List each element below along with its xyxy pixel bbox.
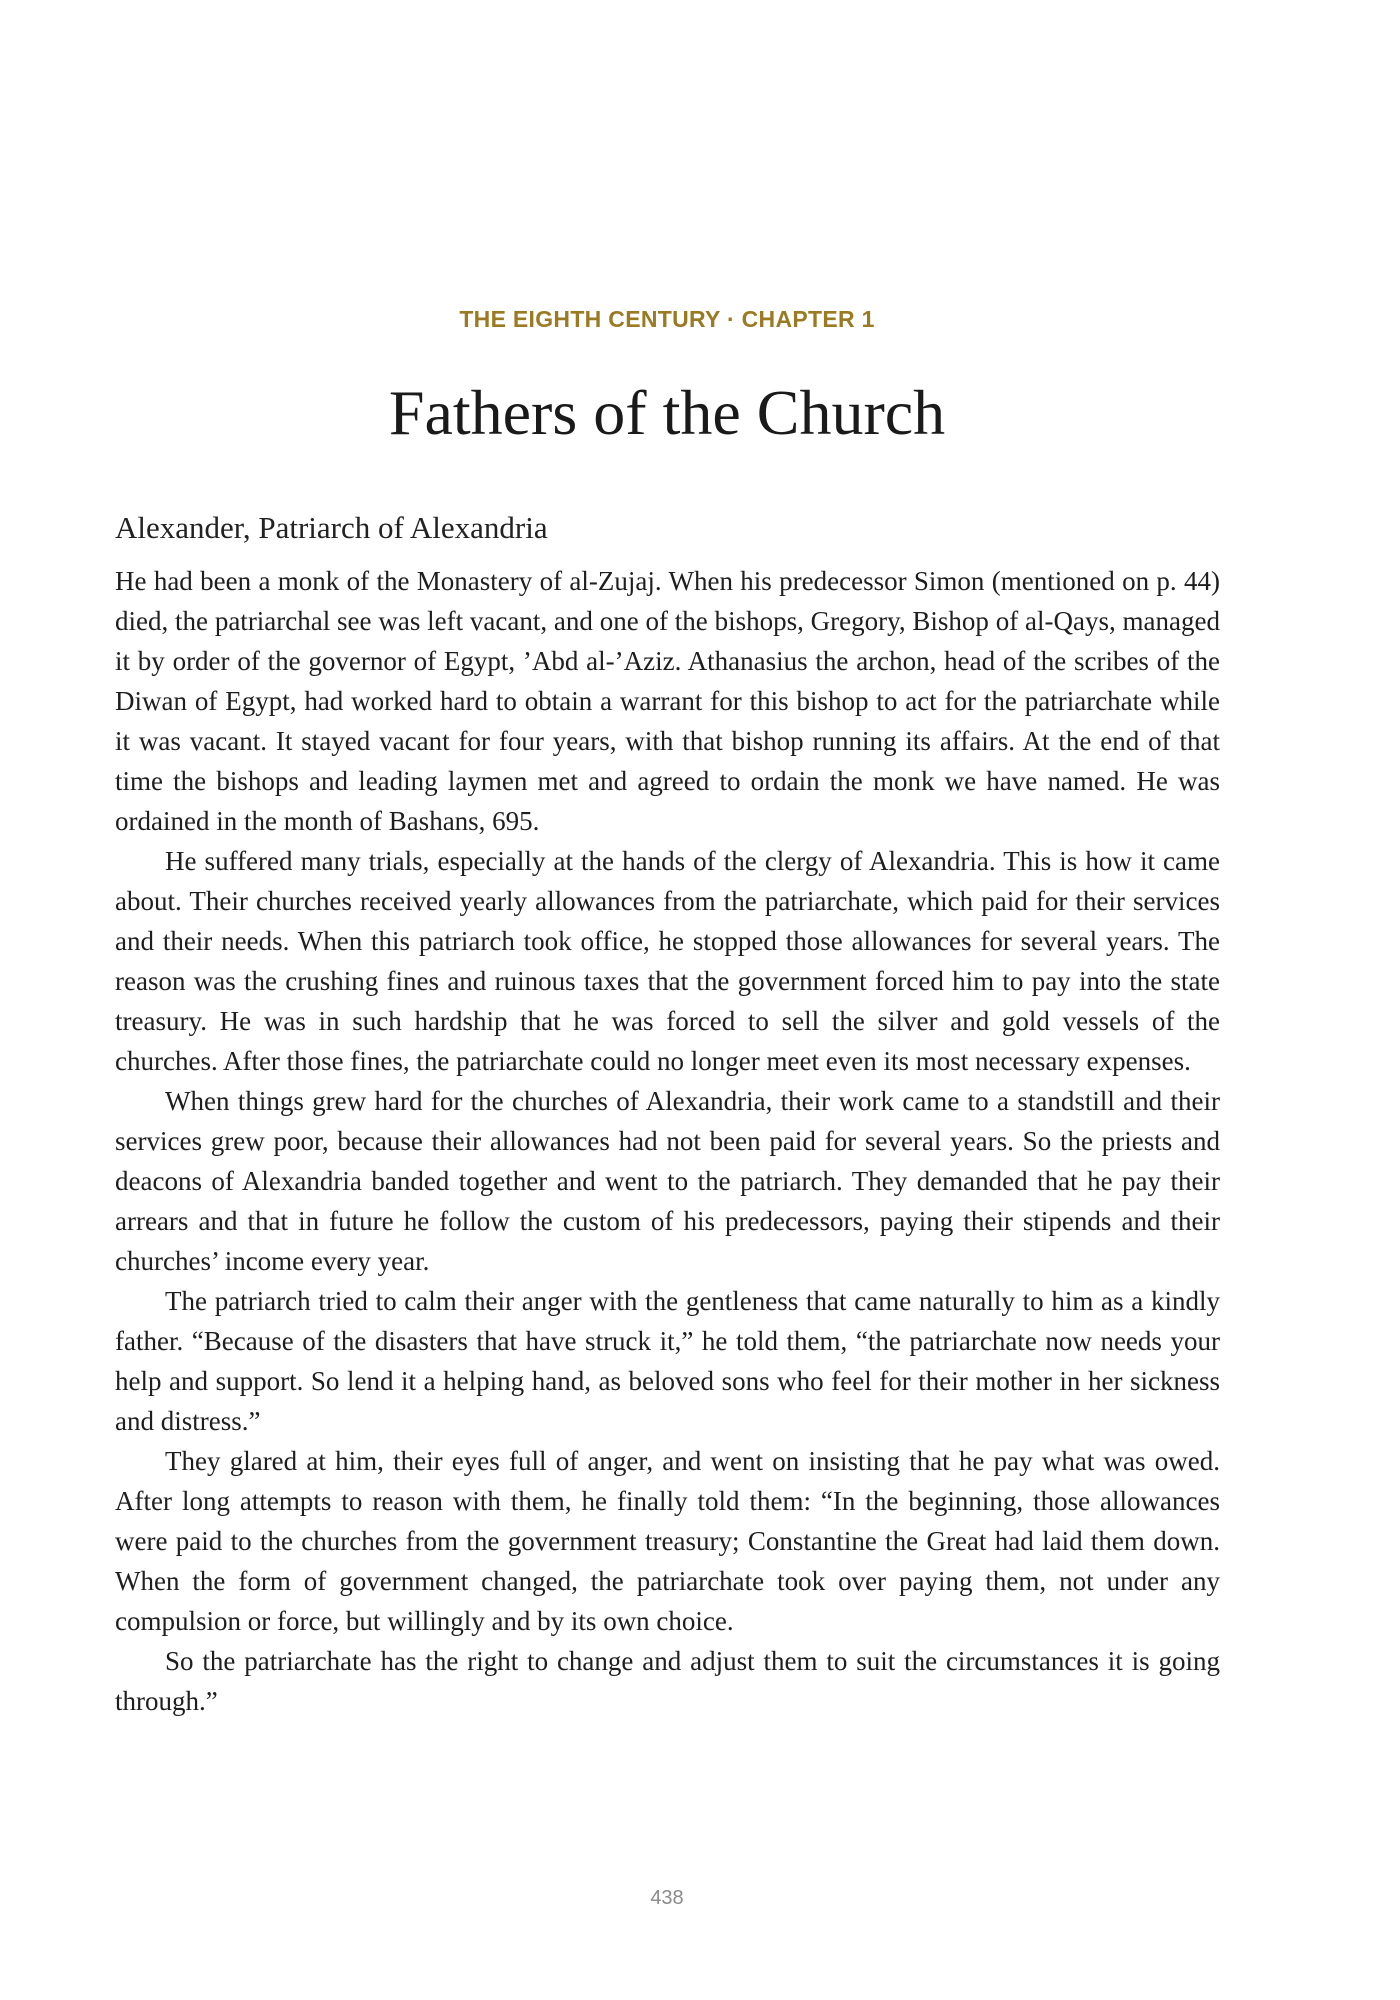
paragraph-2: He suffered many trials, especially at the hands of the clergy of Alexandria. This is how it came about. Their churches received yearly allowances from the patriarchate, which paid for their services and their needs. When this patriarch took office, he stopped those allowances for several years. The reason was the crushing fines and ruinous taxes that the government forced him to pay into the state treasury. He was in such hardship that he was forced to sell the silver and gold vessels of the churches. After those fines, the patriarchate could no longer meet even its most necessary expenses. — [115, 846, 1220, 1076]
paragraph-6: So the patriarchate has the right to change and adjust them to suit the circumstances it is going through.” — [115, 1646, 1220, 1716]
page-number: 438 — [650, 1887, 684, 1909]
section-heading: Alexander, Patriarch of Alexandria — [115, 510, 548, 545]
chapter-eyebrow: THE EIGHTH CENTURY · CHAPTER 1 — [459, 306, 875, 332]
paragraph-4: The patriarch tried to calm their anger with the gentleness that came naturally to him as a kindly father. “Because of the disasters that have struck it,” he told them, “the patriarchate now needs your help and support. So lend it a helping hand, as beloved sons who feel for their mother in her sickness and distress.” — [115, 1286, 1220, 1436]
paragraph-3: When things grew hard for the churches of Alexandria, their work came to a standstill and their services grew poor, because their allowances had not been paid for several years. So the priests and deacons of Alexandria banded together and went to the patriarch. They demanded that he pay their arrears and that in future he follow the custom of his predecessors, paying their stipends and their churches’ income every year. — [115, 1086, 1220, 1276]
paragraph-1: He had been a monk of the Monastery of al-Zujaj. When his predecessor Simon (mentioned on p. 44) died, the patriarchal see was left vacant, and one of the bishops, Gregory, Bishop of al-Qays, managed it by order of the governor of Egypt, ’Abd al-’Aziz. Athanasius the archon, head of the scribes of the Diwan of Egypt, had worked hard to obtain a warrant for this bishop to act for the patriarchate while it was vacant. It stayed vacant for four years, with that bishop running its affairs. At the end of that time the bishops and leading laymen met and agreed to ordain the monk we have named. He was ordained in the month of Bashans, 695. — [115, 566, 1220, 836]
chapter-title: Fathers of the Church — [388, 377, 946, 448]
paragraph-5: They glared at him, their eyes full of anger, and went on insisting that he pay what was owed. After long attempts to reason with them, he finally told them: “In the beginning, those allowances were paid to the churches from the government treasury; Constantine the Great had laid them down. When the form of government changed, the patriarchate took over paying them, not under any compulsion or force, but willingly and by its own choice. — [115, 1446, 1220, 1636]
body-text — [115, 561, 1220, 1721]
